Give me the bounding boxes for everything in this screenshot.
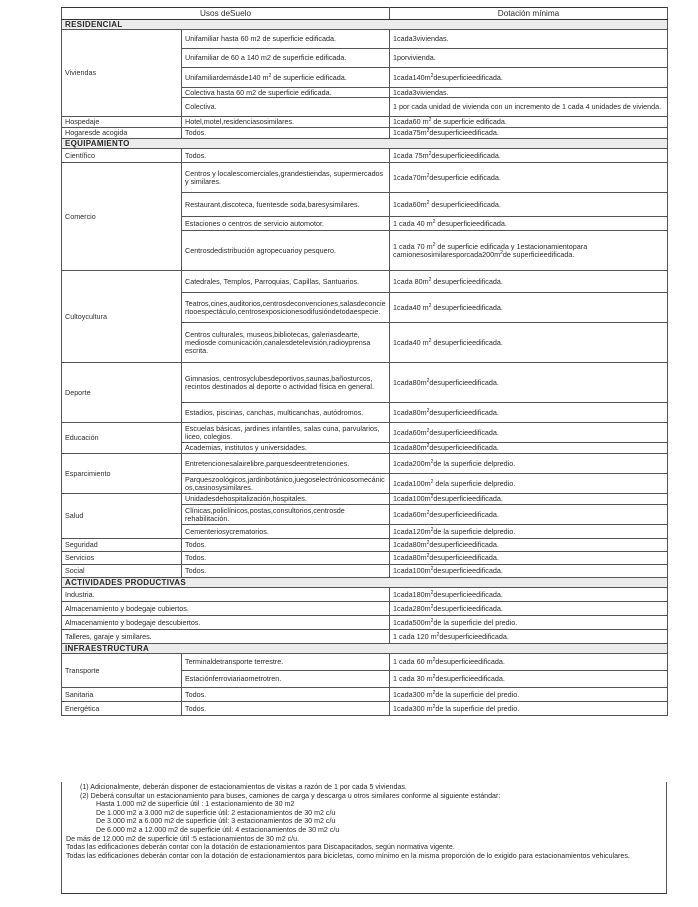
superscript: 2: [430, 603, 434, 610]
text-part: desuperficieedificada.: [429, 443, 499, 452]
dotacion-cell: [390, 671, 668, 688]
uso-cell: Unifamiliar hasta 60 m2 de superficie edificada.: [182, 30, 390, 49]
text-part: desuperficieedificada.: [433, 566, 503, 575]
superscript: 2: [426, 509, 430, 516]
text-part: 1 cada 120 m: [393, 631, 437, 641]
text-part: 1cada 75m: [393, 150, 429, 160]
table-row: [62, 565, 668, 578]
uso-cell: Unifamiliar de 60 a 140 m2 de superficie edificada.: [182, 49, 390, 68]
superscript: 2: [428, 117, 432, 123]
superscript: 2: [426, 172, 430, 179]
text-part: de la superficie del predio.: [433, 617, 518, 627]
category-cell: Hospedaje: [62, 117, 182, 128]
uso-cell: Industria.: [62, 588, 390, 602]
dotacion-cell: [390, 505, 668, 525]
standard-line: De más de 12.000 m2 de superficie útil :5 estacionamientos de 30 m2 c/u.: [66, 834, 300, 843]
superscript: 2: [500, 249, 503, 256]
uso-cell: Estaciones o centros de servicio automotor.: [182, 217, 390, 231]
uso-cell: Centros y localescomerciales,grandestiendas, supermercados y similares.: [182, 163, 390, 193]
uso-cell: Todos.: [182, 128, 390, 139]
dotacion-cell: [390, 271, 668, 293]
table-row: [62, 588, 668, 602]
table-row: [62, 271, 668, 293]
text-part: desuperficieedificada.: [439, 631, 509, 641]
header-usos: Usos deSuelo: [62, 8, 390, 20]
uso-cell: Terminaldetransporte terrestre.: [182, 654, 390, 671]
text-part: 1cada60m: [393, 509, 427, 519]
superscript: 2: [430, 478, 434, 485]
category-cell: Salud: [62, 494, 182, 539]
superscript: 2: [430, 526, 434, 533]
table-row: [62, 539, 668, 552]
table-row: [62, 363, 668, 403]
header-dotacion: Dotación mínima: [390, 8, 668, 20]
dotacion-cell: [390, 231, 668, 271]
uso-cell: Catedrales, Templos, Parroquias, Capillas, Santuarios.: [182, 271, 390, 293]
uso-cell: Gimnasios, centrosyclubesdeportivos,saunas,bañosturcos, recintos destinados al deporte o actividad física en general.: [182, 363, 390, 403]
dotacion-cell: [390, 565, 668, 578]
table-row: [62, 688, 668, 702]
text-part: desuperficieedificada.: [429, 128, 499, 137]
superscript: 2: [428, 150, 432, 157]
superscript: 2: [432, 218, 436, 225]
text-part: de la superficie del predio.: [435, 703, 520, 713]
superscript: 2: [426, 377, 430, 384]
dotacion-cell: [390, 552, 668, 565]
superscript: 2: [428, 302, 432, 309]
text-part: desuperficie edificada.: [429, 172, 501, 182]
section-residencial: [62, 20, 668, 30]
table-row: [62, 454, 668, 474]
dotacion-cell: 1cada3viviendas.: [390, 88, 668, 98]
text-part: desuperficieedificada.: [433, 72, 503, 82]
dotacion-cell: [390, 163, 668, 193]
table-row: [62, 128, 668, 139]
table-row: [62, 163, 668, 193]
text-part: 1cada500m: [393, 617, 431, 627]
text-part: desuperficieedificada.: [431, 302, 503, 312]
final-note: Todas las edificaciones deberán contar con la dotación de estacionamientos para bicicletas, como mínimo en la misma proporción de lo exigido para estacionamientos vehiculares.: [66, 851, 630, 860]
dotacion-cell: 1 por cada unidad de vivienda con un incremento de 1 cada 4 unidades de vivienda.: [390, 98, 668, 117]
dotacion-cell: [390, 323, 668, 363]
footnotes: [61, 782, 667, 894]
final-note: Todas las edificaciones deberán contar con la dotación de estacionamientos para Discapacitados, según normativa vigente.: [66, 843, 455, 852]
dotacion-cell: [390, 525, 668, 539]
text-part: 1cada80m: [393, 377, 427, 387]
superscript: 2: [430, 566, 434, 572]
table-header: [62, 8, 668, 20]
dotacion-cell: [390, 128, 668, 139]
dotacion-cell: [390, 539, 668, 552]
superscript: 2: [430, 589, 434, 596]
text-part: 1cada100m: [393, 494, 431, 503]
text-part: 1cada60 m: [393, 117, 429, 126]
dotacion-cell: [390, 193, 668, 217]
land-use-table: [61, 7, 668, 716]
uso-cell: Todos.: [182, 688, 390, 702]
text-part: 1cada40 m: [393, 337, 429, 347]
text-part: desuperficieedificada.: [429, 509, 499, 519]
footnote-2: (2) Deberá consultar un estacionamiento para buses, camiones de carga y descarga u otros similares conforme al siguiente estándar:: [80, 791, 501, 800]
uso-cell: Cementeriosycrematorios.: [182, 525, 390, 539]
footnote-1: (1) Adicionalmente, deberán disponer de estacionamientos de visitas a razón de 1 por cada 5 viviendas.: [80, 783, 407, 791]
dotacion-cell: [390, 494, 668, 505]
uso-cell: Unidadesdehospitalización,hospitales.: [182, 494, 390, 505]
category-cell: Científico: [62, 149, 182, 163]
text-part: 1cada300 m: [393, 703, 433, 713]
table-row: [62, 654, 668, 671]
uso-cell: Teatros,cines,auditorios,centrosdeconvenciones,salasdeconciertooespectáculo,centrosexposicionesodifusióndetodaespecie.: [182, 293, 390, 323]
dotacion-cell: [390, 474, 668, 494]
text-part: 1 cada 60 m: [393, 657, 433, 666]
superscript: 2: [432, 674, 436, 680]
dotacion-cell: [390, 688, 668, 702]
text-part: desuperficieedificada.: [429, 540, 499, 549]
superscript: 2: [426, 553, 430, 559]
text-part: 1 cada 70 m: [393, 241, 433, 251]
dotacion-cell: [390, 149, 668, 163]
superscript: 2: [430, 617, 434, 624]
category-cell: Esparcimiento: [62, 454, 182, 494]
uso-cell: Todos.: [182, 149, 390, 163]
text-part: desuperficieedificada.: [429, 377, 499, 387]
uso-cell: Colectiva hasta 60 m2 de superficie edificada.: [182, 88, 390, 98]
uso-cell: Academias, institutos y universidades.: [182, 443, 390, 454]
uso-cell: Hotel,motel,residenciasosimilares.: [182, 117, 390, 128]
text-part: 1cada180m: [393, 589, 431, 599]
text-part: desuperficieedificada.: [435, 674, 505, 683]
text-part: desuperficieedificada.: [431, 337, 503, 347]
category-cell: Cultoycultura: [62, 271, 182, 363]
uso-cell: Todos.: [182, 565, 390, 578]
text-part: de superficieedificada.: [502, 249, 575, 259]
text-part: desuperficieedificada.: [429, 427, 499, 437]
superscript: 2: [268, 72, 272, 79]
text-part: 1cada75m: [393, 128, 427, 137]
dotacion-cell: [390, 363, 668, 403]
table-row: [62, 630, 668, 644]
dotacion-cell: 1porvivienda.: [390, 49, 668, 68]
table-row: [62, 149, 668, 163]
category-cell: Transporte: [62, 654, 182, 688]
dotacion-cell: [390, 702, 668, 716]
text-part: desuperficieedificada.: [435, 657, 505, 666]
category-cell: Seguridad: [62, 539, 182, 552]
superscript: 2: [436, 631, 440, 638]
text-part: 1cada300 m: [393, 689, 433, 699]
section-title: RESIDENCIAL: [62, 20, 668, 30]
superscript: 2: [428, 337, 432, 344]
text-part: 1cada120m: [393, 526, 431, 536]
text-part: de superficie edificada.: [431, 117, 507, 126]
uso-cell: Todos.: [182, 539, 390, 552]
text-part: Unifamiliardemásde140 m: [185, 72, 269, 82]
superscript: 2: [426, 443, 430, 449]
standard-line: De 1.000 m2 a 3.000 m2 de superficie útil: 2 estacionamientos de 30 m2 c/u: [96, 808, 336, 817]
table-row: [62, 423, 668, 443]
uso-cell: Todos.: [182, 552, 390, 565]
uso-cell: [182, 68, 390, 88]
superscript: 2: [430, 494, 434, 500]
uso-cell: Almacenamiento y bodegaje descubiertos.: [62, 616, 390, 630]
text-part: desuperficieedificada.: [433, 603, 503, 613]
text-part: desuperficieedificada.: [433, 494, 503, 503]
category-cell: Deporte: [62, 363, 182, 423]
superscript: 2: [428, 276, 432, 283]
uso-cell: Clínicas,policlínicos,postas,consultorios,centrosde rehabilitación.: [182, 505, 390, 525]
dotacion-cell: [390, 630, 668, 644]
table-row: [62, 552, 668, 565]
dotacion-cell: [390, 654, 668, 671]
table-row: [62, 117, 668, 128]
uso-cell: Escuelas básicas, jardines infantiles, salas cuna, parvularios, liceo, colegios.: [182, 423, 390, 443]
section-title: INFRAESTRUCTURA: [62, 644, 668, 654]
text-part: de la superficie delpredio.: [433, 458, 516, 468]
text-part: 1cada280m: [393, 603, 431, 613]
text-part: desuperficieedificada.: [431, 150, 501, 160]
uso-cell: Todos.: [182, 702, 390, 716]
text-part: 1cada200m: [393, 458, 431, 468]
superscript: 2: [430, 458, 434, 465]
uso-cell: Estadios, piscinas, canchas, multicanchas, autódromos.: [182, 403, 390, 423]
dotacion-cell: 1cada3viviendas.: [390, 30, 668, 49]
superscript: 2: [432, 689, 436, 696]
text-part: 1cada60m: [393, 199, 427, 209]
dotacion-cell: [390, 293, 668, 323]
dotacion-cell: [390, 423, 668, 443]
text-part: 1cada80m: [393, 407, 427, 417]
uso-cell: Centros culturales, museos,bibliotecas, galeriasdearte, mediosde comunicación,canalesdetelevisión,radioyprensa escrita.: [182, 323, 390, 363]
section-infraestructura: [62, 644, 668, 654]
uso-cell: Entretencionesalairelibre,parquesdeentretenciones.: [182, 454, 390, 474]
dotacion-cell: [390, 454, 668, 474]
superscript: 2: [430, 72, 434, 79]
text-part: 1cada80m: [393, 443, 427, 452]
table-row: [62, 702, 668, 716]
text-part: 1 cada 30 m: [393, 674, 433, 683]
section-productivas: [62, 578, 668, 588]
dotacion-cell: [390, 602, 668, 616]
dotacion-cell: [390, 443, 668, 454]
text-part: 1cada 80m: [393, 276, 429, 286]
standard-line: Hasta 1.000 m2 de superficie útil : 1 estacionamiento de 30 m2: [96, 800, 295, 809]
superscript: 2: [426, 407, 430, 414]
text-part: desuperficieedificada.: [431, 276, 503, 286]
superscript: 2: [426, 128, 430, 134]
category-cell: Social: [62, 565, 182, 578]
table-row: [62, 602, 668, 616]
category-cell: Sanitaria: [62, 688, 182, 702]
dotacion-cell: [390, 117, 668, 128]
uso-cell: Almacenamiento y bodegaje cubiertos.: [62, 602, 390, 616]
superscript: 2: [426, 199, 430, 206]
table-row: [62, 616, 668, 630]
dotacion-cell: [390, 588, 668, 602]
text-part: desuperficieedificada.: [433, 589, 503, 599]
text-part: 1cada100m: [393, 478, 431, 488]
table-row: [62, 494, 668, 505]
category-cell: Hogaresde acogida: [62, 128, 182, 139]
text-part: de la superficie delpredio.: [433, 526, 516, 536]
text-part: 1cada40 m: [393, 302, 429, 312]
text-part: dela superficie delpredio.: [433, 478, 516, 488]
superscript: 2: [426, 427, 430, 434]
uso-cell: Colectiva.: [182, 98, 390, 117]
text-part: desuperficieedificada.: [435, 218, 507, 228]
text-part: de superficie edificada y 1estacionamientopara camionesosimilaresporcada200m: [393, 241, 588, 259]
uso-cell: Parqueszoológicos,jardinbotánico,juegoselectrónicosomecánicos,casinosysimilares.: [182, 474, 390, 494]
category-cell: Energética: [62, 702, 182, 716]
superscript: 2: [432, 241, 436, 248]
text-part: 1cada80m: [393, 553, 427, 562]
category-cell: Viviendas: [62, 30, 182, 117]
text-part: de superficie edificada.: [271, 72, 347, 82]
superscript: 2: [432, 657, 436, 663]
uso-cell: Centrosdedistribución agropecuarioy pesquero.: [182, 231, 390, 271]
text-part: 1cada70m: [393, 172, 427, 182]
category-cell: Comercio: [62, 163, 182, 271]
dotacion-cell: [390, 616, 668, 630]
dotacion-cell: [390, 68, 668, 88]
text-part: 1 cada 40 m: [393, 218, 433, 228]
text-part: de la superficie del predio.: [435, 689, 520, 699]
uso-cell: Estaciónferroviariaometrotren.: [182, 671, 390, 688]
category-cell: Educación: [62, 423, 182, 454]
uso-cell: Restaurant,discoteca, fuentesde soda,baresysimilares.: [182, 193, 390, 217]
section-equipamiento: [62, 139, 668, 149]
text-part: 1cada60m: [393, 427, 427, 437]
text-part: desuperficieedificada.: [429, 553, 499, 562]
text-part: desuperficieedificada.: [429, 199, 501, 209]
table-row: [62, 30, 668, 49]
standard-line: De 6.000 m2 a 12.000 m2 de superficie útil: 4 estacionamientos de 30 m2 c/u: [96, 825, 340, 834]
text-part: 1cada80m: [393, 540, 427, 549]
section-title: EQUIPAMIENTO: [62, 139, 668, 149]
dotacion-cell: [390, 217, 668, 231]
superscript: 2: [432, 703, 436, 710]
standard-line: De 3.000 m2 a 6.000 m2 de superficie útil: 3 estacionamientos de 30 m2 c/u: [96, 817, 336, 826]
category-cell: Servicios: [62, 552, 182, 565]
superscript: 2: [426, 540, 430, 546]
text-part: 1cada140m: [393, 72, 431, 82]
dotacion-cell: [390, 403, 668, 423]
section-title: ACTIVIDADES PRODUCTIVAS: [62, 578, 668, 588]
text-part: 1cada100m: [393, 566, 431, 575]
text-part: desuperficieedificada.: [429, 407, 499, 417]
uso-cell: Talleres, garaje y similares.: [62, 630, 390, 644]
